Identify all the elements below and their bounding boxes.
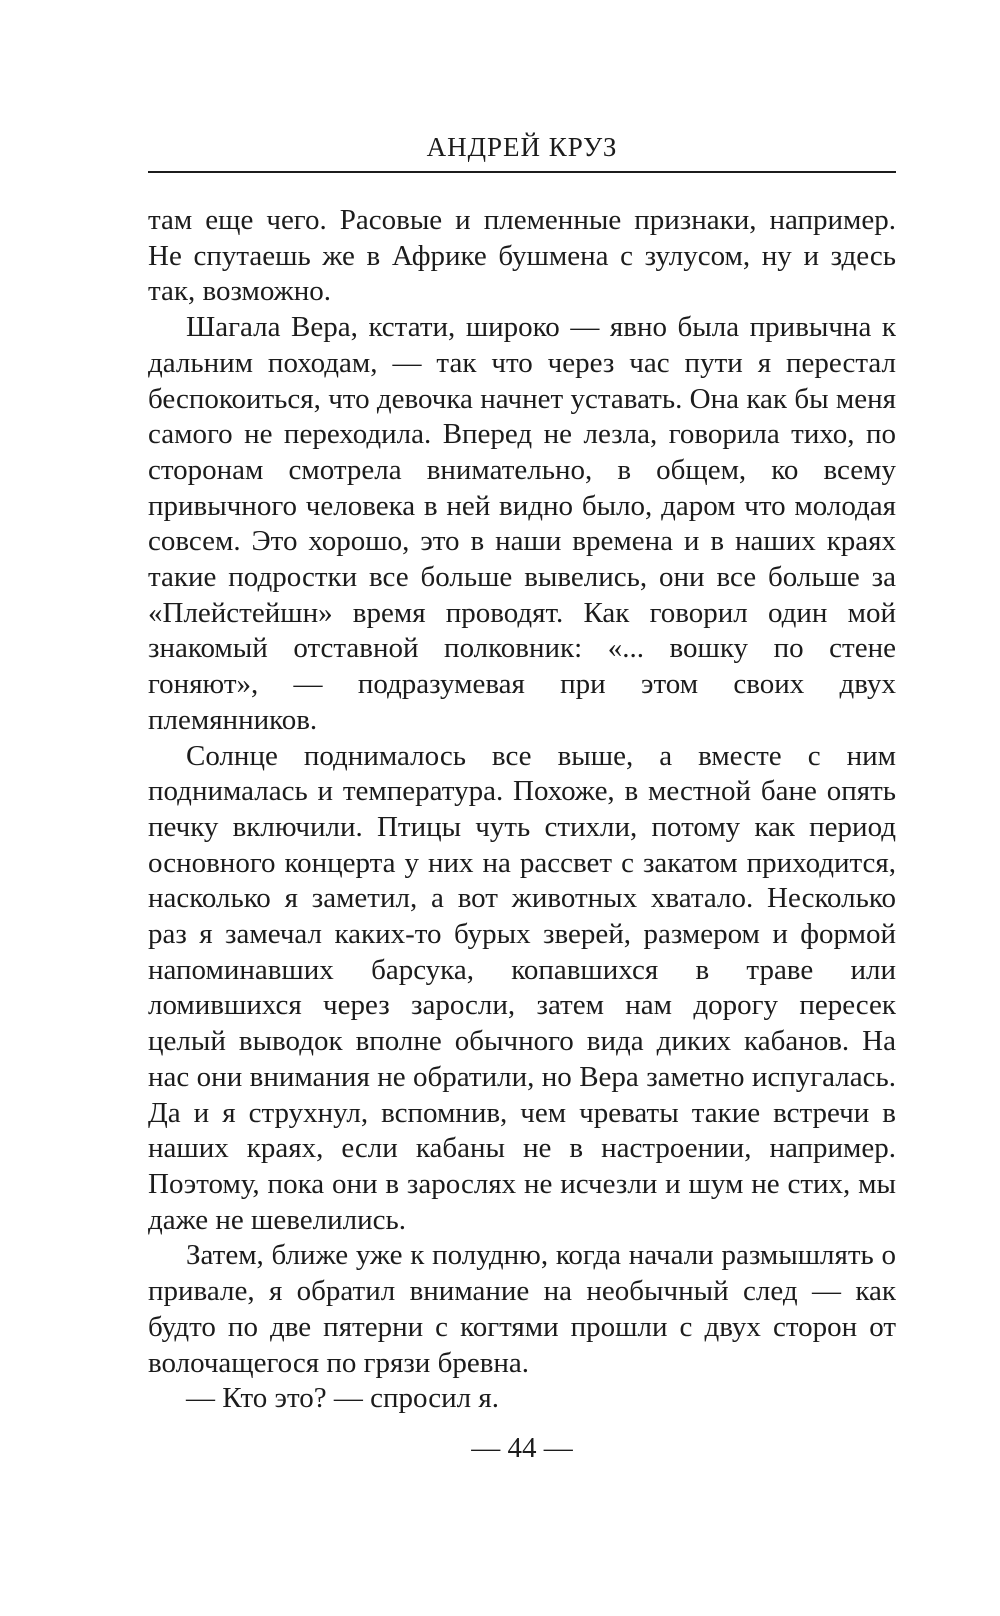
paragraph: Шагала Вера, кстати, широко — явно была привычна к дальним походам, — так что через час пути я перестал беспокоиться, что девочка начнет уставать. Она как бы меня самого не переходила. Вперед не лезла, говорила тихо, по сторонам смотрела внимательно, в общем, ко всему привычного человека в ней видно было, даром что молодая совсем. Это хорошо, это в наши времена и в наших краях такие подростки все больше вывелись, они все больше за «Плейстейшн» время проводят. Как говорил один мой знакомый отставной полковник: «... вошку по стене гоняют», — подразумевая при этом своих двух племянников. bbox=[148, 311, 896, 736]
page-number: — 44 — bbox=[471, 1432, 573, 1464]
page-body bbox=[148, 203, 896, 1417]
paragraph: Солнце поднималось все выше, а вместе с ним поднималась и температура. Похоже, в местной бане опять печку включили. Птицы чуть стихли, потому как период основного концерта у них на рассвет с закатом приходится, насколько я заметил, а вот животных хватало. Несколько раз я замечал каких-то бурых зверей, размером и формой напоминавших барсука, копавшихся в траве или ломившихся через заросли, затем нам дорогу пересек целый выводок вполне обычного вида диких кабанов. На нас они внимания не обратили, но Вера заметно испугалась. Да и я струхнул, вспомнив, чем чреваты такие встречи в наших краях, если кабаны не в настроении, например. Поэтому, пока они в зарослях не исчезли и шум не стих, мы даже не шевелились. bbox=[148, 739, 896, 1236]
paragraph: Затем, ближе уже к полудню, когда начали размышлять о привале, я обратил внимание на необычный след — как будто по две пятерни с когтями прошли с двух сторон от волочащегося по грязи бревна. bbox=[148, 1239, 896, 1379]
dialogue-line: — Кто это? — спросил я. bbox=[186, 1382, 499, 1415]
running-header: АНДРЕЙ КРУЗ bbox=[426, 132, 618, 162]
paragraph: там еще чего. Расовые и племенные признаки, например. Не спутаешь же в Африке бушмена с зулусом, ну и здесь так, возможно. bbox=[148, 204, 896, 308]
header-rule bbox=[148, 171, 896, 173]
